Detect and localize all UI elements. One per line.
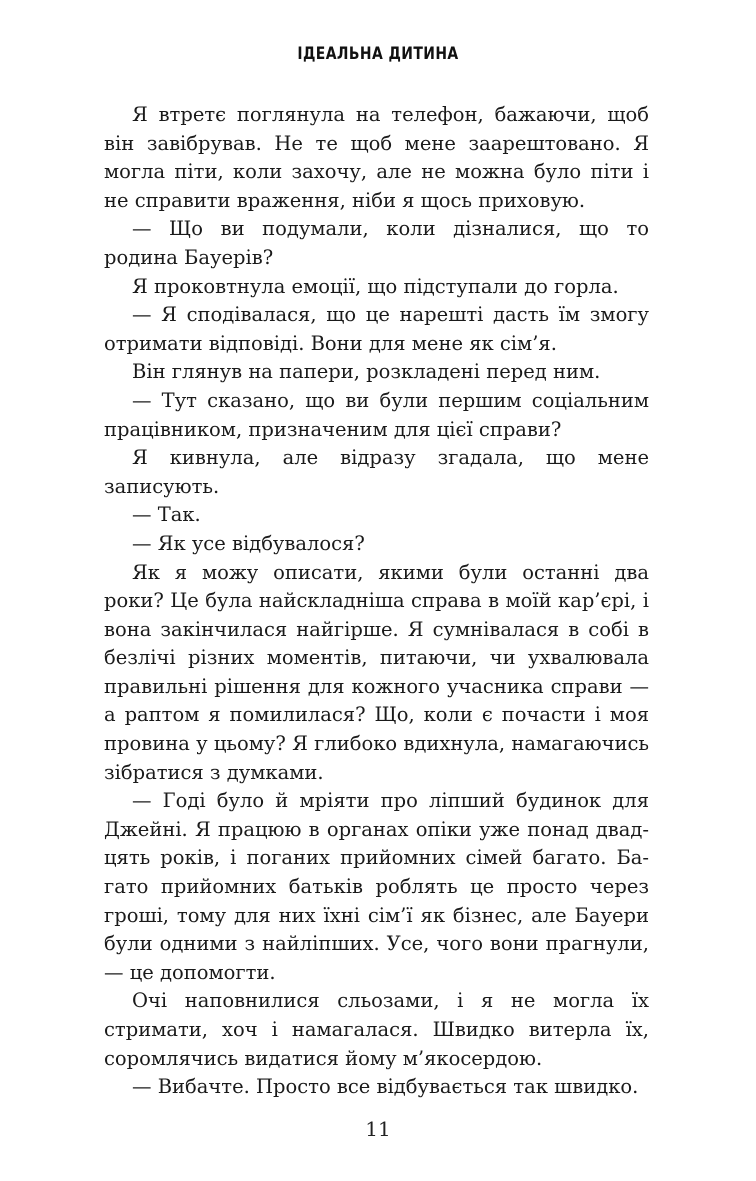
paragraph: Я втретє поглянула на телефон, бажаючи, щоб він завібрував. Не те щоб мене заарештовано. Я могла піти, коли захочу, але не можна було піти і не справити враження, ніби я щось приховую.	[104, 103, 649, 212]
running-head: ІДЕАЛЬНА ДИТИНА	[297, 44, 459, 64]
paragraph: Очі наповнилися сльозами, і я не могла їх стримати, хоч і намагалася. Швидко витерла їх, соромлячись видатися йому м’якосердою.	[104, 989, 649, 1070]
paragraph: Я кивнула, але відразу згадала, що мене записують.	[104, 446, 649, 498]
paragraph: — Що ви подумали, коли дізналися, що то родина Бауерів?	[104, 217, 649, 269]
paragraph: — Так.	[132, 503, 201, 527]
paragraph: — Вибачте. Просто все відбувається так швидко.	[132, 1075, 639, 1099]
paragraph: — Я сподівалася, що це нарешті дасть їм змогу отримати відповіді. Вони для мене як сім’я.	[104, 303, 649, 355]
paragraph: — Годі було й мріяти про ліпший будинок для Джейні. Я працюю в органах опіки уже понад двадцять років, і поганих прийомних сімей багато. Багато прийомних батьків роблять це просто через гроші, тому для них їхні сім’ї як бізнес, але Бауери були одними з найліпших. Усе, чого вони прагнули, — це допомогти.	[104, 789, 649, 984]
paragraph: — Тут сказано, що ви були першим соціальним працівником, призначеним для цієї справи?	[104, 388, 649, 441]
paragraph: Я проковтнула емоції, що підступали до горла.	[132, 274, 619, 298]
paragraph: Як я можу описати, якими були останні два роки? Це була найскладніша справа в моїй кар’єрі, і вона закінчилася найгірше. Я сумнівалася в собі в безлічі різних моментів, питаючи, чи ухвалювала правильні рішення для кожного учасника справи — а раптом я помилилася? Що, коли є почасти і моя провина у цьому? Я глибоко вдихнула, намагаючись зібратися з думками.	[104, 560, 649, 784]
paragraph: Він глянув на папери, розкладені перед ним.	[132, 360, 601, 384]
page-number: 11	[365, 1117, 391, 1141]
paragraph: — Як усе відбувалося?	[132, 531, 365, 555]
body-text	[104, 101, 649, 1102]
